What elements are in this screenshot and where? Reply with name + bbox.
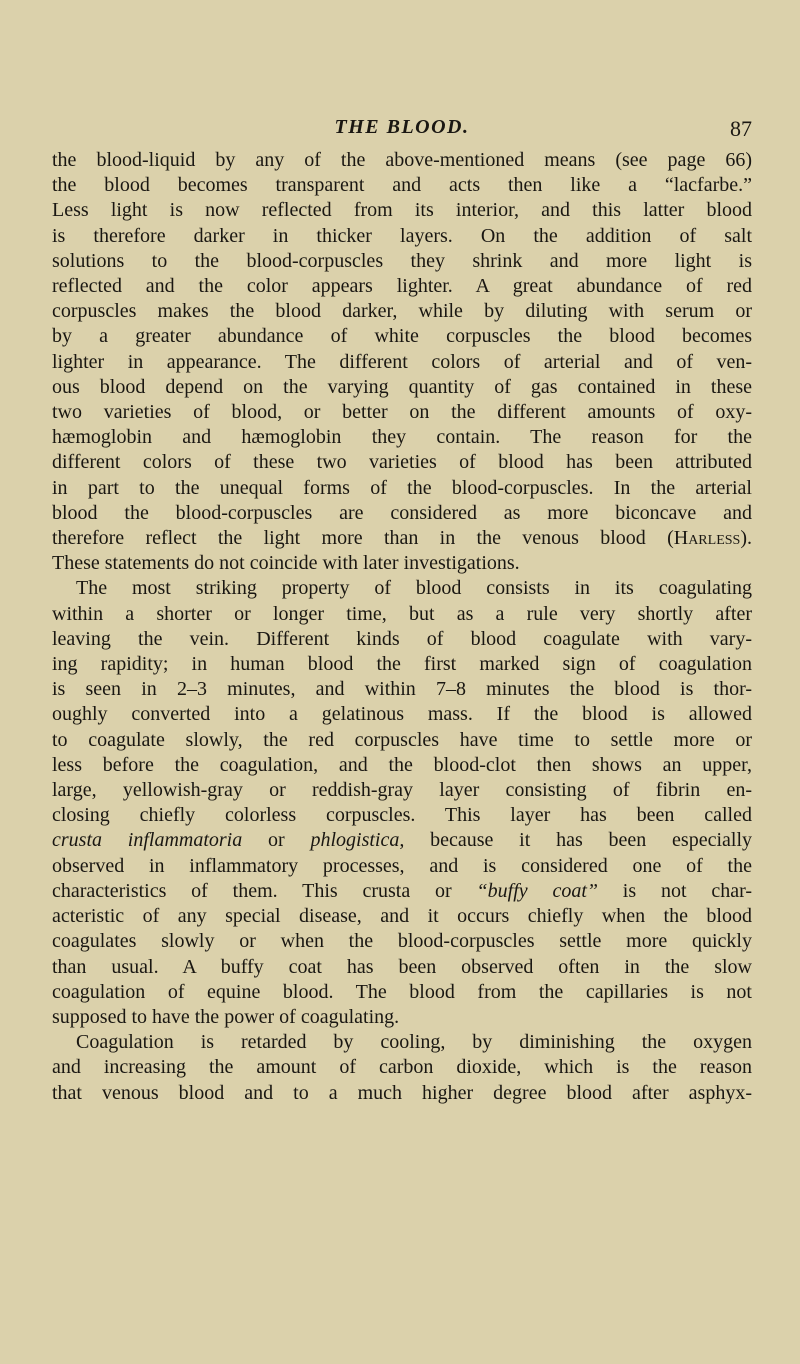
text-line: to coagulate slowly, the red corpuscles have time to settle more or bbox=[52, 728, 752, 751]
text-line: the blood-liquid by any of the above-mentioned means (see page 66) bbox=[52, 149, 752, 171]
text-line: ous blood depend on the varying quantity of gas contained in these bbox=[52, 375, 752, 398]
text-line: ing rapidity; in human blood the first marked sign of coagulation bbox=[52, 653, 752, 676]
text-line: the blood becomes transparent and acts then like a “lacfarbe.” bbox=[52, 174, 752, 197]
text-line: different colors of these two varieties of blood has been attributed bbox=[52, 451, 752, 474]
text-line: less before the coagulation, and the blood-clot then shows an upper, bbox=[52, 753, 752, 776]
text-line: observed in inflammatory processes, and is considered one of the bbox=[52, 854, 752, 877]
latin-term: crusta inflammatoria bbox=[52, 829, 243, 852]
text-line: oughly converted into a gelatinous mass. If the blood is allowed bbox=[52, 703, 752, 726]
text-line: blood the blood-corpuscles are considered as more biconcave and bbox=[52, 501, 752, 524]
running-title: THE BLOOD. bbox=[334, 116, 470, 138]
running-head bbox=[52, 116, 752, 146]
text-line: coagulates slowly or when the blood-corpuscles settle more quickly bbox=[52, 930, 752, 953]
text-line: reflected and the color appears lighter. A great abundance of red bbox=[52, 275, 752, 298]
text-line: supposed to have the power of coagulating. bbox=[52, 1005, 400, 1028]
text-line bbox=[52, 526, 752, 551]
text-line: that venous blood and to a much higher degree blood after asphyx- bbox=[52, 1081, 752, 1104]
text-line: These statements do not coincide with later investigations. bbox=[52, 552, 520, 575]
text-fragment: is not char- bbox=[598, 879, 753, 902]
text-line: coagulation of equine blood. The blood from the capillaries is not bbox=[52, 980, 752, 1003]
text-fragment: characteristics of them. This crusta or bbox=[52, 879, 477, 902]
body-text bbox=[52, 148, 752, 1106]
text-line: Coagulation is retarded by cooling, by diminishing the oxygen bbox=[76, 1031, 752, 1054]
text-line bbox=[52, 879, 752, 904]
page-number: 87 bbox=[730, 116, 752, 141]
paragraph-2 bbox=[52, 576, 752, 1030]
text-line: two varieties of blood, or better on the different amounts of oxy- bbox=[52, 401, 752, 424]
text-line: in part to the unequal forms of the blood-corpuscles. In the arterial bbox=[52, 476, 752, 499]
text-line: lighter in appearance. The different colors of arterial and of ven- bbox=[52, 350, 752, 373]
text-line: Less light is now reflected from its interior, and this latter blood bbox=[52, 199, 752, 222]
text-line: large, yellowish-gray or reddish-gray layer consisting of fibrin en- bbox=[52, 779, 752, 802]
text-line: The most striking property of blood consists in its coagulating bbox=[76, 577, 752, 600]
text-fragment: because it has been especially bbox=[404, 829, 752, 852]
paragraph-1 bbox=[52, 148, 752, 576]
text-line: than usual. A buffy coat has been observed often in the slow bbox=[52, 955, 752, 978]
text-fragment: or bbox=[242, 829, 311, 852]
text-line: acteristic of any special disease, and it occurs chiefly when the blood bbox=[52, 905, 752, 928]
term-buffy-coat: “buffy coat” bbox=[476, 879, 598, 902]
paragraph-3 bbox=[52, 1030, 752, 1106]
text-line: closing chiefly colorless corpuscles. This layer has been called bbox=[52, 804, 752, 827]
text-line: hæmoglobin and hæmoglobin they contain. The reason for the bbox=[52, 426, 752, 449]
text-line: leaving the vein. Different kinds of blood coagulate with vary- bbox=[52, 627, 752, 650]
text-line bbox=[52, 828, 752, 853]
text-line: is seen in 2–3 minutes, and within 7–8 minutes the blood is thor- bbox=[52, 678, 752, 701]
text-line: solutions to the blood-corpuscles they shrink and more light is bbox=[52, 249, 752, 272]
text-fragment: therefore reflect the light more than in the venous blood ( bbox=[52, 527, 674, 550]
text-line: and increasing the amount of carbon dioxide, which is the reason bbox=[52, 1056, 752, 1079]
author-name: Harless bbox=[673, 527, 741, 550]
text-fragment: ). bbox=[740, 527, 752, 550]
text-line: is therefore darker in thicker layers. On the addition of salt bbox=[52, 224, 752, 247]
text-line: by a greater abundance of white corpuscles the blood becomes bbox=[52, 325, 752, 348]
text-line: within a shorter or longer time, but as a rule very shortly after bbox=[52, 602, 752, 625]
latin-term: phlogistica, bbox=[310, 829, 405, 852]
text-line: corpuscles makes the blood darker, while by diluting with serum or bbox=[52, 300, 752, 323]
